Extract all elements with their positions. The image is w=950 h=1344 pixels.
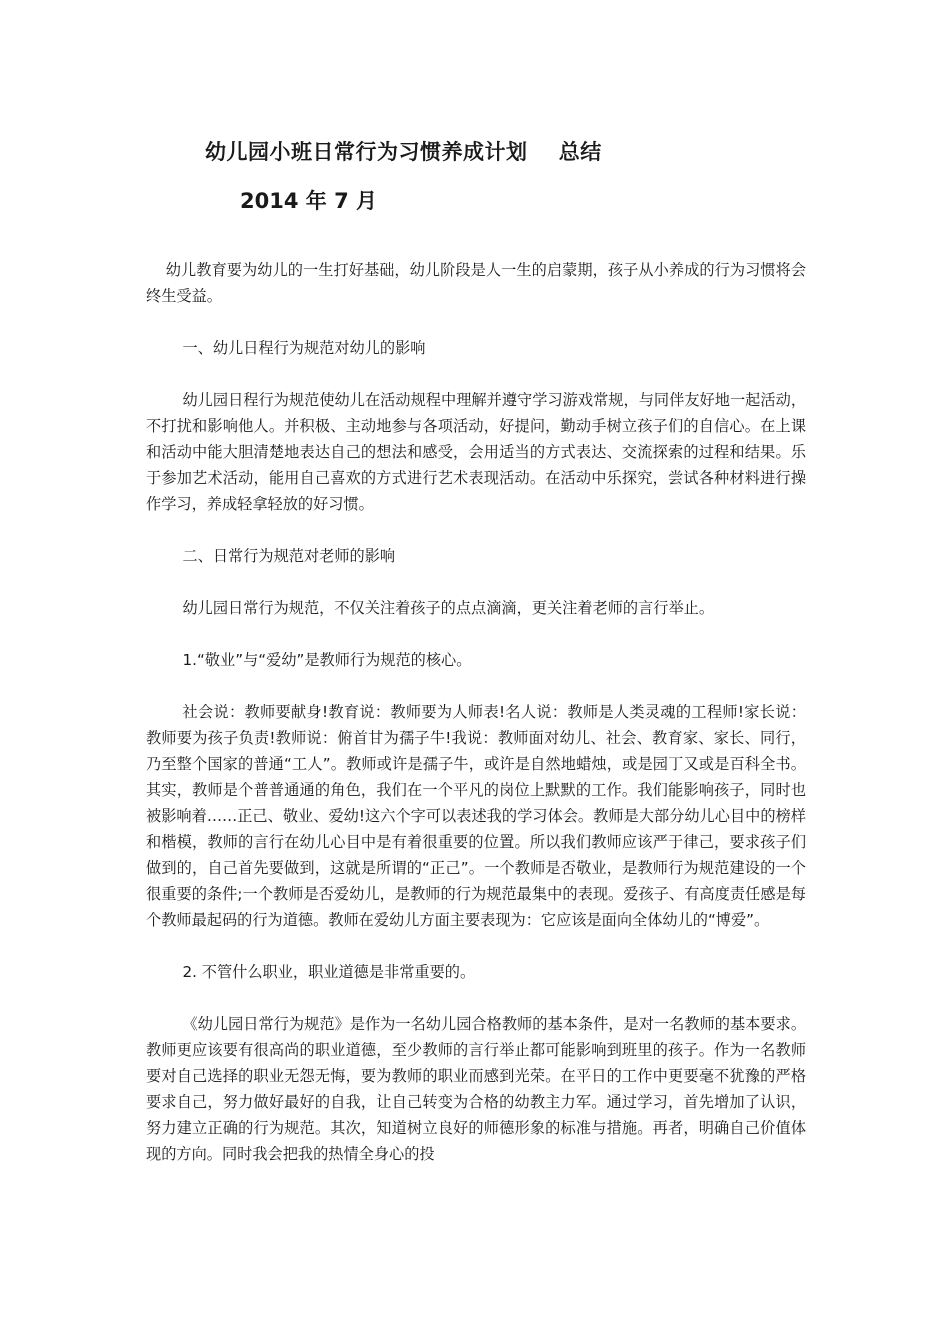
section-1-paragraph: 幼儿园日程行为规范使幼儿在活动规程中理解并遵守学习游戏常规，与同伴友好地一起活动，不打扰和影响他人。并积极、主动地参与各项活动，好提问，勤动手树立孩子们的自信心。在上课和活动中能大胆清楚地表达自己的想法和感受，会用适当的方式表达、交流探索的过程和结果。乐于参加艺术活动，能用自己喜欢的方式进行艺术表现活动。在活动中乐探究，尝试各种材料进行操作学习，养成轻拿轻放的好习惯。: [146, 391, 806, 513]
subheading-2: 2. 不管什么职业，职业道德是非常重要的。: [182, 963, 476, 981]
section-heading-1: 一、幼儿日程行为规范对幼儿的影响: [182, 339, 426, 357]
document-date: 2014 年 7 月: [240, 189, 377, 213]
section-2-paragraph: 幼儿园日常行为规范，不仅关注着孩子的点点滴滴，更关注着老师的言行举止。: [182, 599, 715, 617]
subsection-1-paragraph: 社会说：教师要献身!教育说：教师要为人师表!名人说：教师是人类灵魂的工程师!家长说：教师要为孩子负责!教师说：俯首甘为孺子牛!我说：教师面对幼儿、社会、教育家、家长、同行，乃至整个国家的普通“工人”。教师或许是孺子牛，或许是自然地蜡烛，或是园丁又或是百科全书。其实，教师是个普普通通的角色，我们在一个平凡的岗位上默默的工作。我们能影响孩子，同时也被影响着……正己、敬业、爱幼!这六个字可以表述我的学习体会。教师是大部分幼儿心目中的榜样和楷模，教师的言行在幼儿心目中是有着很重要的位置。所以我们教师应该严于律己，要求孩子们做到的，自己首先要做到，这就是所谓的“正己”。一个教师是否敬业，是教师行为规范建设的一个很重要的条件;一个教师是否爱幼儿，是教师的行为规范最集中的表现。爱孩子、有高度责任感是每个教师最起码的行为道德。教师在爱幼儿方面主要表现为：它应该是面向全体幼儿的“博爱”。: [146, 703, 806, 929]
subheading-1: 1.“敬业”与“爱幼”是教师行为规范的核心。: [182, 651, 472, 669]
section-heading-2: 二、日常行为规范对老师的影响: [182, 547, 396, 565]
subsection-2-paragraph: 《幼儿园日常行为规范》是作为一名幼儿园合格教师的基本条件，是对一名教师的基本要求。教师更应该要有很高尚的职业道德，至少教师的言行举止都可能影响到班里的孩子。作为一名教师要对自己选择的职业无怨无悔，要为教师的职业而感到光荣。在平日的工作中更要毫不犹豫的严格要求自己，努力做好最好的自我，让自己转变为合格的幼教主力军。通过学习，首先增加了认识，努力建立正确的行为规范。其次，知道树立良好的师德形象的标准与措施。再者，明确自己价值体现的方向。同时我会把我的热情全身心的投: [146, 1015, 806, 1163]
intro-paragraph: 幼儿教育要为幼儿的一生打好基础，幼儿阶段是人一生的启蒙期，孩子从小养成的行为习惯将会终生受益。: [146, 261, 806, 305]
document-title: 幼儿园小班日常行为习惯养成计划 总结: [205, 140, 602, 164]
document-body: [146, 257, 806, 1167]
